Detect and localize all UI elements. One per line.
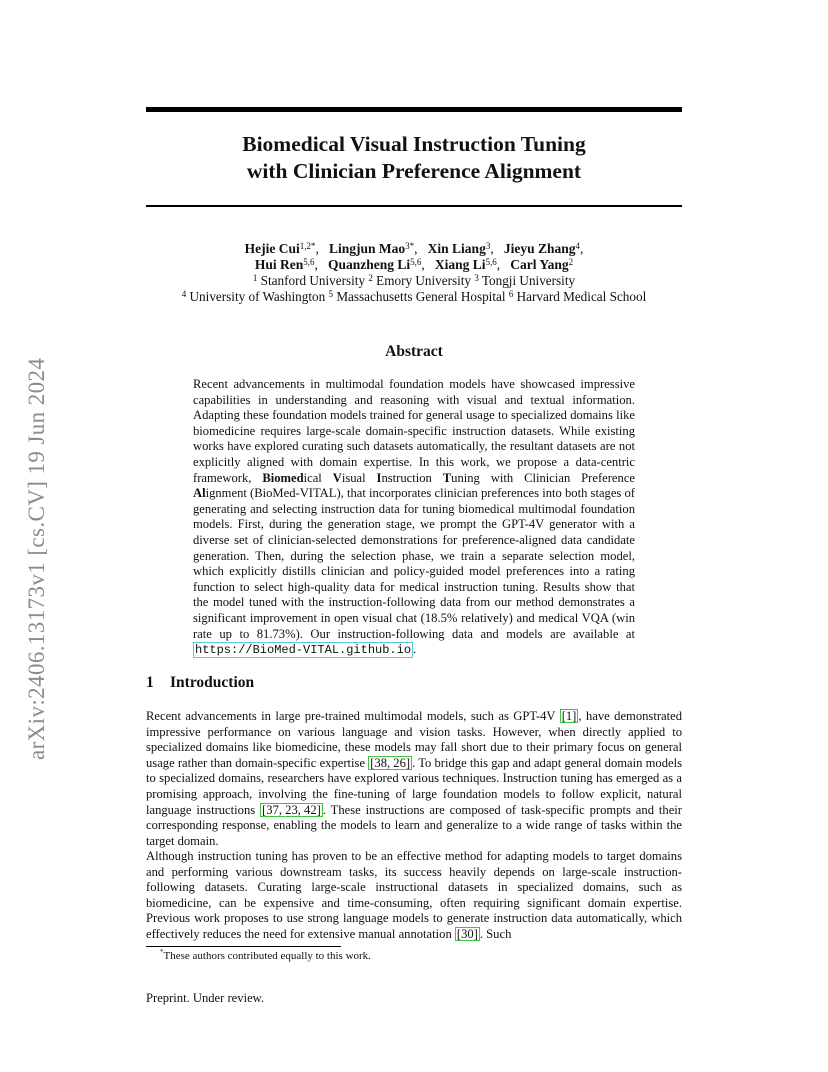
abstract-segment: uning with Clinician Preference [451,470,636,485]
author-affil-sup: 1,2 [299,241,312,251]
author-name: Jieyu Zhang [503,241,576,256]
text-segment: Recent advancements in large pre-trained multimodal models, such as GPT-4V [146,709,560,723]
author-affil-sup: 5,6 [485,257,497,267]
affiliation: Tongji University [481,273,576,288]
abstract-text [193,377,635,659]
preprint-notice: Preprint. Under review. [146,991,265,1005]
intro-paragraph-2 [146,849,682,943]
arxiv-identifier: arXiv:2406.13173v1 [cs.CV] 19 Jun 2024 [24,357,49,760]
section-heading [146,674,254,692]
affiliation: Stanford University [260,273,366,288]
acronym-letter: Biomed [262,470,304,485]
arxiv-stamp [22,290,52,760]
affil-number: 2 [368,273,373,283]
abstract-segment: ignment (BioMed-VITAL), that incorporates clinician preferences into both stages of generating and selecting instruction data for tuning biomedical multimodal foundation models. First, during the generation stage, we prompt the GPT-4V generator with a diverse set of clinician-selected demonstrations for preference-aligned data candidate generation. Then, during the selection phase, we train a separate selection model, which explicitly distills clinician and policy-guided model preferences into a rating function to select high-quality data for medical instruction tuning. Results show that the model tuned with the instruction-following data from our method demonstrates a significant improvement in open visual chat (18.5% relatively) and medical VQA (win rate up to 81.73%). Our instruction-following data and models are available at [193,486,635,641]
citation-link[interactable]: [1] [561,709,577,723]
affil-number: 1 [252,273,258,283]
affiliation: Harvard Medical School [516,289,647,304]
author-name: Xin Liang [427,241,486,256]
text-segment: , have demonstrated impressive performance on various language and vision tasks. However, when directly applied to specialized domains like biomedicine, these models may fall short due to their primary focus on general usage rather than domain-specific expertise [146,709,682,770]
author-names-line-2: Hui Ren$^{5,6}$, Quanzheng Li$^{5,6}$, Xiang Li$^{5,6}$, Carl Yang$^2$ [254,257,574,272]
affil-number: 3 [474,273,479,283]
author-name: Lingjun Mao [329,241,406,256]
author-name: Hejie Cui [244,241,300,256]
abstract-segment: nstruction [381,470,443,485]
equal-contrib-mark: * [311,241,316,251]
citation-link[interactable]: [30] [456,926,478,941]
affiliation: Emory University [376,273,472,288]
author-affil-sup: 2 [568,257,574,267]
author-name: Hui Ren [254,257,304,272]
acronym-letter: I [376,470,382,485]
citation-link[interactable]: [37, 23, 42] [262,802,321,817]
text-segment: Although instruction tuning has proven to be an effective method for adapting models to target domains and performing various downstream tasks, its success heavily depends on large-scale instruction-following datasets. Curating large-scale instructional datasets in specialized domains, such as biomedicine, can be expensive and time-consuming, often requiring significant domain expertise. Previous work proposes to use strong language models to generate instruction data automatically, which effectively reduces the need for extensive manual annotation [146,849,682,941]
author-block [146,241,682,305]
abstract-segment: Recent advancements in multimodal foundation models have showcased impressive capabilities in understanding and reasoning with visual and textual information. Adapting these foundation models trained for general usage to specialized domains like biomedicine requires large-scale domain-specific instruction datasets. While existing works have explored curating such datasets automatically, the resultant datasets are not explicitly aligned with domain expertise. In this work, we propose a data-centric framework, [193,377,635,485]
abstract-segment: . [413,642,417,657]
title-line-1: Biomedical Visual Instruction Tuning [242,132,586,156]
affil-number: 4 [181,289,187,299]
citation-link[interactable]: [38, 26] [370,755,411,770]
affil-number: 5 [328,289,334,299]
abstract-segment: ical [303,470,333,485]
author-affil-sup: 5,6 [303,257,315,267]
acronym-letter: V [332,470,342,485]
abstract-heading: Abstract [385,343,443,360]
affiliation: Massachusetts General Hospital [336,289,506,304]
project-url-link[interactable]: https://BioMed-VITAL.github.io [195,643,412,658]
text-segment: . Such [479,926,512,941]
abstract-segment: isual [341,470,377,485]
intro-paragraph-1 [146,709,682,849]
author-affil-sup: 5,6 [410,257,422,267]
affiliation: University of Washington [189,289,326,304]
author-affil-sup: 3 [405,241,410,251]
section-title: Introduction [170,674,255,691]
author-affil-sup: 4 [575,241,580,251]
equal-contrib-mark: * [409,241,415,251]
footnote-mark: * [160,948,164,956]
title-top-rule [146,107,682,112]
author-name: Quanzheng Li [327,257,411,272]
footnote-text: These authors contributed equally to this work. [163,950,371,962]
author-name: Carl Yang [510,257,569,272]
footnote [160,950,371,962]
text-segment: . These instructions are composed of task-specific prompts and their corresponding response, enabling the models to learn and generalize to a wide range of tasks within the target domain. [146,802,682,848]
author-names-line-1: Hejie Cui$^{1,2*}$, Lingjun Mao$^{3*}$, Xin Liang$^3$, Jieyu Zhang$^4$, [244,241,584,256]
title-line-2: with Clinician Preference Alignment [246,159,582,183]
text-segment: . To bridge this gap and adapt general domain models to specialized domains, researchers have explored various techniques. Instruction tuning has emerged as a promising approach, involving the fine-tuning of large foundation models to follow explicit, natural language instructions [146,755,682,817]
footnote-rule [146,946,341,947]
paper-title [146,131,682,185]
author-affil-sup: 3 [485,241,491,251]
section-number: 1 [146,674,154,691]
acronym-letter: Al [193,486,206,501]
acronym-letter: T [442,470,452,485]
title-bottom-rule [146,205,682,207]
author-name: Xiang Li [434,257,486,272]
affiliations-line-2 [146,289,682,305]
affil-number: 6 [508,289,514,299]
affiliations-line-1 [146,273,682,289]
